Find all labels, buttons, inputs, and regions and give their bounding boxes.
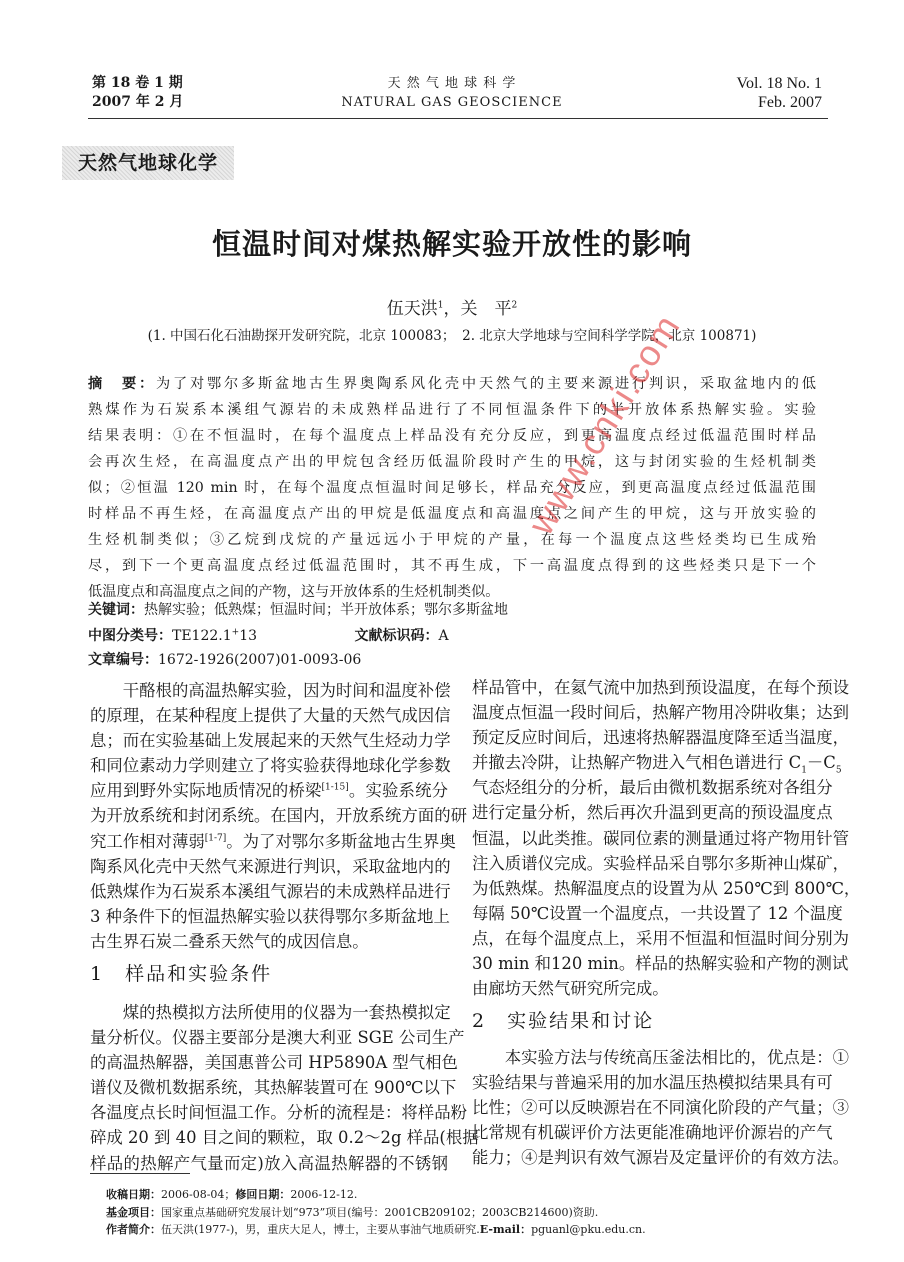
- author-bio: 伍天洪(1977-)，男，重庆大足人，博士，主要从事油气地质研究.: [161, 1223, 480, 1236]
- line-text: 各温度点长时间恒温工作。分析的流程是：将样品粉: [90, 1103, 467, 1123]
- citation-superscript: [1-7]: [204, 833, 227, 844]
- right-column-methods: [472, 675, 861, 1001]
- line-text: 30 min 和120 min。样品的热解实验和产物的测试: [472, 954, 849, 974]
- line-text: 能力；④是判识有效气源岩及定量评价的有效方法。: [472, 1148, 849, 1168]
- clc-sup: +: [231, 627, 240, 638]
- right-column-results: [472, 1045, 849, 1170]
- issue-date-cn: 2007 年 2 月: [92, 94, 184, 110]
- line-text: 会再次生烃，在高温度点产出的甲烷包含经历低温阶段时产生的甲烷，这与封闭实验的生烃机制类: [88, 454, 816, 470]
- line-text: 干酪根的高温热解实验，因为时间和温度补偿: [90, 681, 451, 700]
- author-bio-label: 作者简介：: [106, 1223, 161, 1236]
- line-text: 结果表明：①在不恒温时，在每个温度点上样品没有充分反应，到更高温度点经过低温范围时样品: [88, 428, 816, 444]
- text-line: [90, 753, 451, 778]
- text-line: [90, 854, 451, 879]
- article-number: [88, 648, 361, 672]
- line-text: 熟煤作为石炭系本溪组气源岩的未成熟样品进行了不同恒温条件下的半开放体系热解实验。实验: [88, 402, 816, 418]
- line-text: 碎成 20 到 40 目之间的颗粒，取 0.2～2g 样品(根据: [90, 1128, 479, 1148]
- left-column-methods: [90, 1000, 479, 1176]
- line-text: 进行定量分析，然后再次升温到更高的预设温度点: [472, 803, 833, 823]
- article-title: 恒温时间对煤热解实验开放性的影响: [211, 227, 692, 261]
- line-text: 本实验方法与传统高压釜法相比的，优点是：①: [472, 1048, 849, 1067]
- line-text: 3 种条件下的恒温热解实验以获得鄂尔多斯盆地上: [90, 906, 450, 926]
- text-line: [90, 1075, 457, 1100]
- text-line: [88, 449, 816, 475]
- doc-code: [354, 624, 550, 648]
- text-line: [472, 800, 833, 825]
- line-text: 比性；②可以反映源岩在不同演化阶段的产气量；③: [472, 1098, 849, 1118]
- line-text: 生烃机制类似；③乙烷到戊烷的产量远远小于甲烷的产量，在每一个温度点这些烃类均已生成殆: [88, 532, 816, 548]
- text-line: [90, 929, 448, 954]
- volume-issue: 第 18 卷 1 期: [92, 75, 183, 91]
- line-text: 古生界石炭二叠系天然气的成因信息。: [90, 931, 369, 951]
- footnote-author: [106, 1221, 646, 1239]
- text-line: [472, 1145, 849, 1170]
- line-text: 低熟煤作为石炭系本溪组气源岩的未成熟样品进行: [90, 881, 451, 901]
- fund-text: 国家重点基础研究发展计划“973”项目(编号：2001CB209102；2003CB214600)资助.: [161, 1205, 599, 1219]
- line-text: 应用到野外实际地质情况的桥梁: [90, 781, 322, 801]
- text-line: [90, 728, 451, 753]
- abstract-label: 摘 要：: [88, 376, 156, 392]
- line-text: 似；②恒温 120 min 时，在每个温度点恒温时间足够长，样品充分反应，到更高温度点经过低温范围: [88, 480, 816, 496]
- line-text: 由廊坊天然气研究所完成。: [472, 979, 669, 999]
- line-text: 和同位素动力学则建立了将实验获得地球化学参数: [90, 756, 451, 776]
- footnotes: [106, 1186, 646, 1239]
- author-2: ，关 平: [443, 299, 512, 319]
- author-1: 伍天洪: [386, 299, 438, 319]
- issue-date-en: Feb. 2007: [758, 94, 822, 111]
- line-text: 。为了对鄂尔多斯盆地古生界奥: [226, 831, 456, 851]
- subscript: 1: [801, 765, 807, 776]
- line-text: 样品的热解产气量而定)放入高温热解器的不锈钢: [90, 1153, 448, 1173]
- text-line: [88, 423, 816, 449]
- journal-name-en: NATURAL GAS GEOSCIENCE: [341, 95, 563, 110]
- line-text: 样品管中，在氦气流中加热到预设温度，在每个预设: [472, 678, 849, 697]
- text-line: [90, 1151, 448, 1176]
- volume-issue-en: Vol. 18 No. 1: [736, 75, 822, 92]
- text-line: [472, 775, 833, 800]
- text-line: [90, 1050, 458, 1075]
- line-text: 。实验系统分: [348, 781, 449, 801]
- abstract: [88, 371, 816, 605]
- text-line: [88, 371, 816, 397]
- subscript: 5: [835, 765, 842, 776]
- doc-code-label: 文献标识码：: [354, 628, 439, 644]
- text-line: [90, 1100, 467, 1125]
- line-text: 煤的热模拟方法所使用的仪器为一套热模拟定: [90, 1003, 451, 1022]
- text-line: [472, 851, 849, 876]
- revised-date: 2006-12-12.: [290, 1188, 358, 1201]
- clc-value: TE122.1: [172, 628, 232, 644]
- revised-label: 修回日期：: [235, 1188, 291, 1201]
- text-line: [90, 678, 451, 703]
- text-line: [90, 829, 456, 854]
- line-text: 的高温热解器，美国惠普公司 HP5890A 型气相色: [90, 1053, 458, 1073]
- text-line: [472, 675, 849, 700]
- journal-name-cn: 天 然 气 地 球 科 学: [387, 76, 517, 91]
- doc-code-value: A: [438, 628, 449, 644]
- text-line: [88, 397, 816, 423]
- email-label: E-mail：: [479, 1223, 532, 1236]
- authors: [0, 294, 904, 319]
- text-line: [88, 527, 816, 553]
- article-number-value: 1672-1926(2007)01-0093-06: [158, 652, 362, 668]
- line-text: 温度点恒温一段时间后，热解产物用冷阱收集；达到: [472, 703, 849, 723]
- text-line: [472, 926, 849, 951]
- text-line: [472, 1045, 849, 1070]
- keywords-text: 热解实验；低熟煤；恒温时间；半开放体系；鄂尔多斯盆地: [144, 602, 508, 618]
- line-text: 陶系风化壳中天然气来源进行判识，采取盆地内的: [90, 856, 451, 876]
- section-2-heading: 2 实验结果和讨论: [472, 1010, 655, 1032]
- article-number-label: 文章编号：: [88, 652, 158, 668]
- email-link[interactable]: pguanl@pku.edu.cn.: [531, 1223, 646, 1236]
- author-1-affil: 1: [437, 300, 444, 311]
- section-1-heading: 1 样品和实验条件: [90, 963, 273, 985]
- received-date: 2006-08-04；: [161, 1188, 236, 1201]
- header-rule: [88, 118, 828, 119]
- text-line: [90, 778, 448, 803]
- line-text: 谱仪及微机数据系统，其热解装置可在 900℃以下: [90, 1078, 457, 1098]
- issue-info-en: [640, 74, 822, 112]
- text-line: [472, 725, 849, 750]
- fund-label: 基金项目：: [106, 1205, 161, 1219]
- keywords-label: 关键词：: [88, 602, 144, 618]
- footnote-dates: [106, 1186, 646, 1204]
- clc-number: [88, 624, 350, 648]
- citation-superscript: [1-15]: [321, 782, 349, 793]
- text-line: [472, 826, 849, 851]
- line-text: 息；而在实验基础上发展起来的天然气生烃动力学: [90, 731, 451, 751]
- left-column-intro: [90, 678, 467, 954]
- line-text: 为了对鄂尔多斯盆地古生界奥陶系风化壳中天然气的主要来源进行判识，采取盆地内的低: [155, 376, 816, 392]
- text-line: [472, 750, 842, 776]
- text-line: [90, 1025, 465, 1050]
- line-text: 究工作相对薄弱: [90, 831, 205, 851]
- text-line: [90, 904, 448, 929]
- line-text: －C: [806, 753, 836, 773]
- watermark: www.cnki.com: [520, 306, 689, 542]
- line-text: 低温度点和高温度点之间的产物，这与开放体系的生烃机制类似。: [88, 584, 500, 600]
- keywords: [88, 598, 508, 622]
- text-line: [472, 976, 830, 1001]
- line-text: 量分析仪。仪器主要部分是澳大利亚 SGE 公司生产: [90, 1028, 465, 1048]
- line-text: 气态烃组分的分析，最后由微机数据系统对各组分: [472, 778, 833, 798]
- text-line: [472, 1120, 833, 1145]
- text-line: [88, 501, 816, 527]
- text-line: [90, 1125, 479, 1150]
- line-text: 为低熟煤。热解温度点的设置为从 250℃到 800℃，: [472, 878, 861, 898]
- issue-info: [92, 74, 183, 112]
- line-text: 实验结果与普遍采用的加水温压热模拟结果具有可: [472, 1073, 833, 1093]
- text-line: [472, 1070, 833, 1095]
- received-label: 收稿日期：: [106, 1188, 161, 1201]
- line-text: 尽，到下一个更高温度点经过低温范围时，其不再生成，下一高温度点得到的这些烃类只是下一个: [88, 558, 816, 574]
- text-line: [472, 901, 843, 926]
- line-text: 为开放系统和封闭系统。在国内，开放系统方面的研: [90, 806, 467, 826]
- section-badge: 天然气地球化学: [62, 146, 234, 180]
- line-text: 点，在每个温度点上，采用不恒温和恒温时间分别为: [472, 928, 849, 948]
- line-text: 预定反应时间后，迅速将热解器温度降至适当温度，: [472, 728, 849, 748]
- text-line: [88, 553, 816, 579]
- text-line: [90, 1000, 451, 1025]
- text-line: [90, 879, 451, 904]
- line-text: 每隔 50℃设置一个温度点，一共设置了 12 个温度: [472, 903, 843, 923]
- text-line: [90, 703, 451, 728]
- line-text: 注入质谱仪完成。实验样品采自鄂尔多斯神山煤矿，: [472, 853, 849, 873]
- text-line: [472, 700, 849, 725]
- journal-name: [300, 74, 604, 112]
- text-line: [472, 951, 849, 976]
- line-text: 比常规有机碳评价方法更能准确地评价源岩的产气: [472, 1123, 833, 1143]
- text-line: [472, 1095, 849, 1120]
- text-line: [90, 803, 467, 828]
- line-text: 的原理，在某种程度上提供了大量的天然气成因信: [90, 706, 451, 726]
- text-line: [472, 876, 861, 901]
- text-line: [88, 475, 816, 501]
- line-text: 并撤去冷阱，让热解产物进入气相色谱进行 C: [472, 753, 802, 773]
- line-text: 恒温，以此类推。碳同位素的测量通过将产物用针管: [472, 828, 849, 848]
- affiliations: (1. 中国石化石油勘探开发研究院，北京 100083； 2. 北京大学地球与空间科学学院，北京 100871): [147, 328, 757, 344]
- clc-label: 中图分类号：: [88, 628, 172, 644]
- footnote-fund: [106, 1204, 646, 1222]
- author-2-affil: 2: [511, 300, 518, 311]
- footnote-rule: [90, 1173, 190, 1174]
- line-text: 时样品不再生烃，在高温度点产出的甲烷是低温度点和高温度点之间产生的甲烷，这与开放实验的: [88, 506, 816, 522]
- classification-line: [88, 624, 828, 672]
- clc-value-2: 13: [239, 628, 258, 644]
